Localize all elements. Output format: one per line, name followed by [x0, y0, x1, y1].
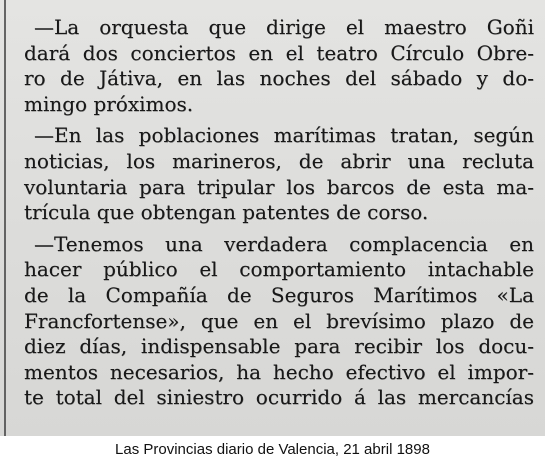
text-line: diez días, indispensable para recibir los docu-: [24, 334, 534, 359]
paragraph-poblaciones: [24, 123, 534, 225]
text-line: de la Compañía de Seguros Marítimos «La: [24, 282, 534, 307]
text-line: ro de Játiva, en las noches del sábado y do-: [24, 66, 534, 91]
paragraph-orquesta: [24, 15, 534, 117]
text-line: —La orquesta que dirige el maestro Goñi: [34, 15, 534, 39]
text-line: —En las poblaciones marítimas tratan, según: [34, 123, 534, 148]
text-line: hacer público el comportamiento intachable: [24, 257, 534, 282]
text-line: mentos necesarios, ha hecho efectivo el impor-: [24, 359, 534, 384]
column-rule: [4, 0, 6, 436]
text-line: —Tenemos una verdadera complacencia en: [34, 231, 534, 256]
article-text: [24, 15, 534, 417]
text-line: voluntaria para tripular los barcos de esta ma-: [24, 174, 534, 199]
text-line: mingo próximos.: [24, 91, 194, 116]
text-line: dará dos conciertos en el teatro Círculo Obre-: [24, 40, 534, 65]
text-line: noticias, los marineros, de abrir una recluta: [24, 148, 534, 173]
image-caption: Las Provincias diario de Valencia, 21 abril 1898: [0, 436, 545, 463]
text-line: te total del siniestro ocurrido á las mercancías: [24, 385, 534, 410]
text-line: trícula que obtengan patentes de corso.: [24, 200, 429, 225]
text-line: Francfortense», que en el brevísimo plazo de: [24, 308, 534, 333]
paragraph-compania-seguros: [24, 232, 534, 411]
